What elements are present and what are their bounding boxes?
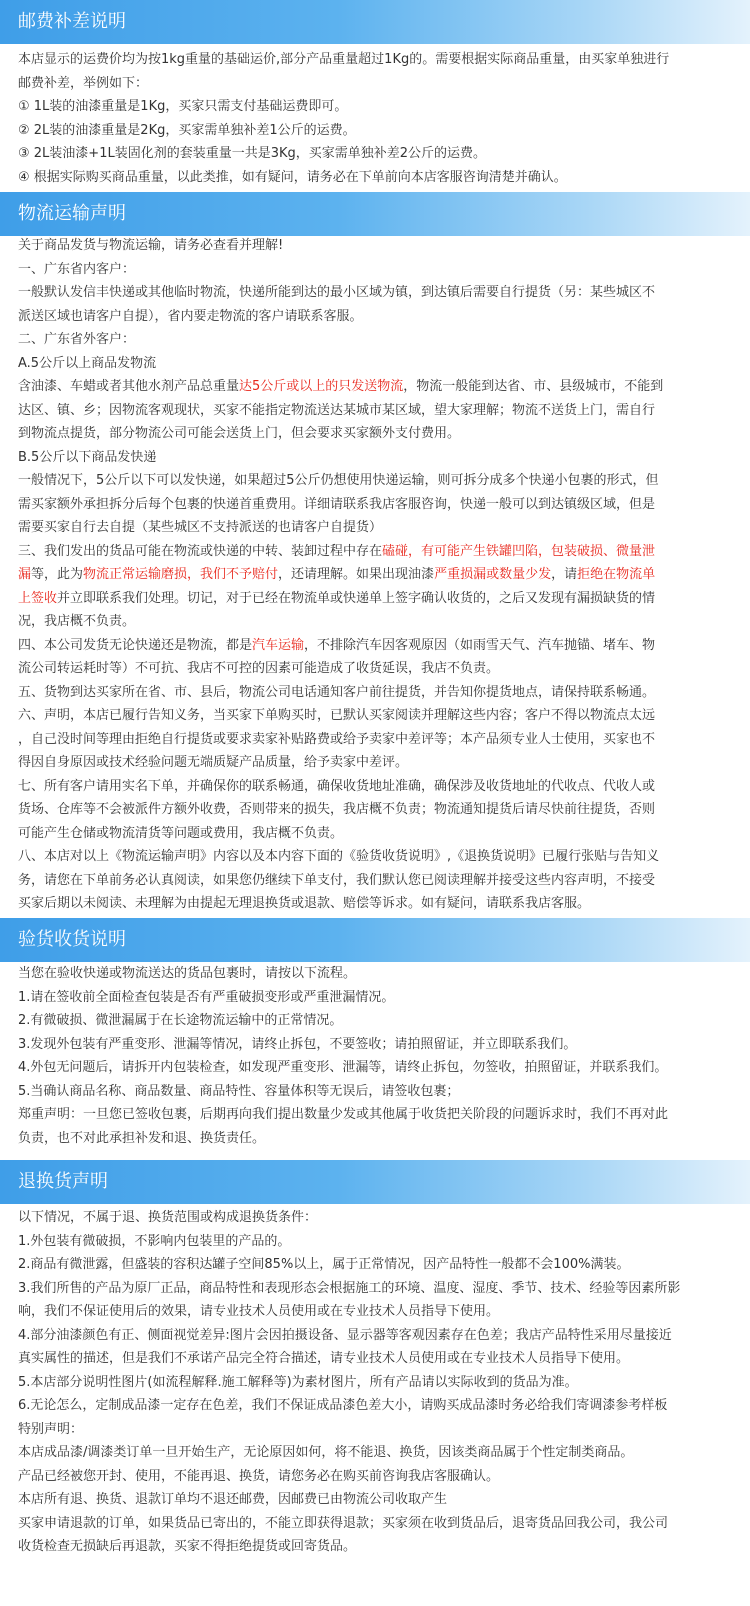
text-line: 收货检查无损缺后再退款，买家不得拒绝提货或回寄货品。 [18, 1539, 357, 1554]
highlight-text: 汽车运输 [252, 637, 305, 653]
text-line [18, 563, 736, 587]
text-line [18, 587, 736, 611]
text-segment: ，物流一般能到达省、市、县级城市，不能到 [403, 379, 664, 394]
inspection-title: 验货收货说明 [18, 929, 126, 950]
text-line: 买家后期以未阅读、未理解为由提起无理退换货或退款、赔偿等诉求。如有疑问，请联系我店客服。 [18, 896, 591, 911]
text-line: 本店所有退、换货、退款订单均不退还邮费，因邮费已由物流公司收取产生 [18, 1492, 448, 1507]
text-line: 响，我们不保证使用后的效果，请专业技术人员使用或在专业技术人员指导下使用。 [18, 1304, 500, 1319]
highlight-text: 严重损漏或数量少发 [434, 567, 552, 582]
postage-body [18, 48, 736, 189]
text-line: 本店成品漆/调漆类订单一旦开始生产，无论原因如何，将不能退、换货，因该类商品属于个性定制类商品。 [18, 1445, 634, 1460]
text-line: B.5公斤以下商品发快递 [18, 449, 157, 465]
text-line: ，自己没时间等理由拒绝自行提货或要求卖家补贴路费或给予卖家中差评等；本产品须专业人士使用，买家也不 [18, 731, 656, 747]
logistics-body [18, 234, 736, 916]
text-line: 六、声明，本店已履行告知义务，当买家下单购买时，已默认买家阅读并理解这些内容；客户不得以物流点太远 [18, 708, 656, 723]
text-segment: ，请 [551, 567, 578, 582]
text-line: 得因自身原因或技术经验问题无端质疑产品质量，给予卖家中差评。 [18, 755, 409, 770]
postage-title: 邮费补差说明 [18, 11, 126, 32]
text-line: 二、广东省外客户： [18, 332, 136, 347]
text-line: 6.无论怎么，定制成品漆一定存在色差，我们不保证成品漆色差大小，请购买成品漆时务必给我们寄调漆参考样板 [18, 1398, 668, 1413]
text-line: 派送区域也请客户自提），省内要走物流的客户请联系客服。 [18, 308, 363, 324]
text-line [18, 375, 736, 399]
text-line: 2.商品有微泄露，但盛装的容积达罐子空间85%以上，属于正常情况，因产品特性一般都不会100%满装。 [18, 1257, 630, 1272]
text-line: 需买家额外承担拆分后每个包裹的快递首重费用。详细请联系我店客服咨询，快递一般可以到达镇级区域，但是 [18, 496, 656, 512]
logistics-title: 物流运输声明 [18, 203, 126, 224]
inspection-header [0, 918, 750, 962]
text-line: 邮费补差，举例如下： [18, 75, 149, 91]
text-segment: 三、我们发出的货品可能在物流或快递的中转、装卸过程中存在 [18, 543, 383, 559]
highlight-text: 达5公斤或以上的只发送物流 [239, 379, 404, 394]
text-line: 买家申请退款的订单，如果货品已寄出的，不能立即获得退款；买家须在收到货品后，退寄货品回我公司，我公司 [18, 1515, 669, 1531]
returns-body [18, 1206, 736, 1559]
text-segment: ，不排除汽车因客观原因（如雨雪天气、汽车抛锚、堵车、物 [304, 637, 656, 653]
text-line: 到物流点提货，部分物流公司可能会送货上门，但会要求买家额外支付费用。 [18, 426, 461, 441]
text-line: 可能产生仓储或物流清货等问题或费用，我店概不负责。 [18, 825, 344, 841]
text-line: 产品已经被您开封、使用，不能再退、换货，请您务必在购买前咨询我店客服确认。 [18, 1468, 500, 1484]
text-segment: 并立即联系我们处理。切记，对于已经在物流单或快递单上签字确认收货的，之后又发现有漏损缺货的情 [57, 590, 656, 606]
text-line: 况，我店概不负责。 [18, 614, 136, 629]
text-segment: 含油漆、车蜡或者其他水剂产品总重量 [18, 379, 240, 394]
text-line: 货场、仓库等不会被派件方额外收费，否则带来的损失，我店概不负责；物流通知提货后请尽快前往提货，否则 [18, 802, 656, 817]
text-line: 负责，也不对此承担补发和退、换货责任。 [18, 1130, 266, 1146]
text-line: 3.发现外包装有严重变形、泄漏等情况，请终止拆包，不要签收；请拍照留证，并立即联系我们。 [18, 1036, 577, 1052]
text-line: 务，请您在下单前务必认真阅读，如果您仍继续下单支付，我们默认您已阅读理解并接受这些内容声明，不接受 [18, 872, 656, 888]
text-line: ④ 根据实际购买商品重量，以此类推，如有疑问，请务必在下单前向本店客服咨询清楚并确认。 [18, 169, 567, 185]
text-line: ② 2L装的油漆重量是2Kg，买家需单独补差1公斤的运费。 [18, 122, 356, 138]
text-line: 2.有微破损、微泄漏属于在长途物流运输中的正常情况。 [18, 1013, 343, 1028]
text-line: 以下情况，不属于退、换货范围或构成退换货条件： [18, 1210, 318, 1225]
text-segment: ，还请理解。如果出现油漆 [278, 567, 435, 582]
returns-header [0, 1160, 750, 1204]
text-line: 一般默认发信丰快递或其他临时物流，快递所能到达的最小区域为镇，到达镇后需要自行提货（另：某些城区不 [18, 285, 656, 300]
text-line: 3.我们所售的产品为原厂正品，商品特性和表现形态会根据施工的环境、温度、湿度、季节、技术、经验等因素所影 [18, 1280, 681, 1296]
text-line: 1.请在签收前全面检查包装是否有严重破损变形或严重泄漏情况。 [18, 989, 395, 1005]
text-line: A.5公斤以上商品发物流 [18, 355, 157, 371]
text-line: 流公司转运耗时等）不可抗、我店不可控的因素可能造成了收货延误，我店不负责。 [18, 661, 500, 676]
text-line: ③ 2L装油漆+1L装固化剂的套装重量一共是3Kg，买家需单独补差2公斤的运费。 [18, 146, 487, 161]
text-line [18, 634, 736, 658]
highlight-text: 拒绝在物流单 [577, 567, 656, 582]
text-line: 需要买家自行去自提（某些城区不支持派送的也请客户自提货） [18, 520, 383, 535]
text-line: 5.本店部分说明性图片(如流程解释.施工解释等)为素材图片，所有产品请以实际收到的货品为准。 [18, 1374, 578, 1390]
text-segment: 四、本公司发货无论快递还是物流，都是 [18, 637, 253, 653]
highlight-text: 漏 [18, 567, 32, 582]
text-line: 达区、镇、乡；因物流客观现状，买家不能指定物流送达某城市某区域，望大家理解；物流不送货上门，需自行 [18, 402, 656, 418]
text-line: 1.外包装有微破损，不影响内包装里的产品的。 [18, 1233, 291, 1249]
text-line: 七、所有客户请用实名下单，并确保你的联系畅通，确保收货地址准确，确保涉及收货地址的代收点、代收人或 [18, 778, 656, 794]
text-line: 4.部分油漆颜色有正、侧面视觉差异:图片会因拍摄设备、显示器等客观因素存在色差；我店产品特性采用尽量接近 [18, 1327, 672, 1343]
text-line: 八、本店对以上《物流运输声明》内容以及本内容下面的《验货收货说明》,《退换货说明》已履行张贴与告知义 [18, 849, 660, 864]
highlight-text: 上签收 [18, 590, 58, 606]
text-segment: 等，此为 [31, 567, 84, 582]
text-line: 5.当确认商品名称、商品数量、商品特性、容量体积等无误后，请签收包裹； [18, 1083, 460, 1099]
returns-title: 退换货声明 [18, 1171, 108, 1192]
text-line: 一般情况下，5公斤以下可以发快递，如果超过5公斤仍想使用快递运输，则可拆分成多个快递小包裹的形式，但 [18, 473, 659, 488]
text-line: ① 1L装的油漆重量是1Kg，买家只需支付基础运费即可。 [18, 99, 348, 114]
highlight-text: 物流正常运输磨损，我们不予赔付 [83, 567, 279, 582]
text-line: 一、广东省内客户： [18, 261, 136, 277]
highlight-text: 磕碰，有可能产生铁罐凹陷，包装破损、微量泄 [382, 543, 656, 559]
text-line: 特别声明： [18, 1421, 84, 1437]
inspection-body [18, 962, 736, 1150]
text-line [18, 540, 736, 564]
text-line: 4.外包无问题后，请拆开内包装检查，如发现严重变形、泄漏等，请终止拆包，勿签收，拍照留证，并联系我们。 [18, 1060, 668, 1075]
text-line: 真实属性的描述，但是我们不承诺产品完全符合描述，请专业技术人员使用或在专业技术人员指导下使用。 [18, 1351, 630, 1366]
logistics-header [0, 192, 750, 236]
text-line: 郑重声明：一旦您已签收包裹，后期再向我们提出数量少发或其他属于收货把关阶段的问题诉求时，我们不再对此 [18, 1107, 669, 1122]
text-line: 五、货物到达买家所在省、市、县后，物流公司电话通知客户前往提货，并告知你提货地点，请保持联系畅通。 [18, 684, 656, 700]
postage-header [0, 0, 750, 44]
text-line: 关于商品发货与物流运输，请务必查看并理解! [18, 238, 284, 253]
text-line: 本店显示的运费价均为按1kg重量的基础运价,部分产品重量超过1Kg的。需要根据实际商品重量，由买家单独进行 [18, 52, 670, 67]
text-line: 当您在验收快递或物流送达的货品包裹时，请按以下流程。 [18, 966, 357, 981]
